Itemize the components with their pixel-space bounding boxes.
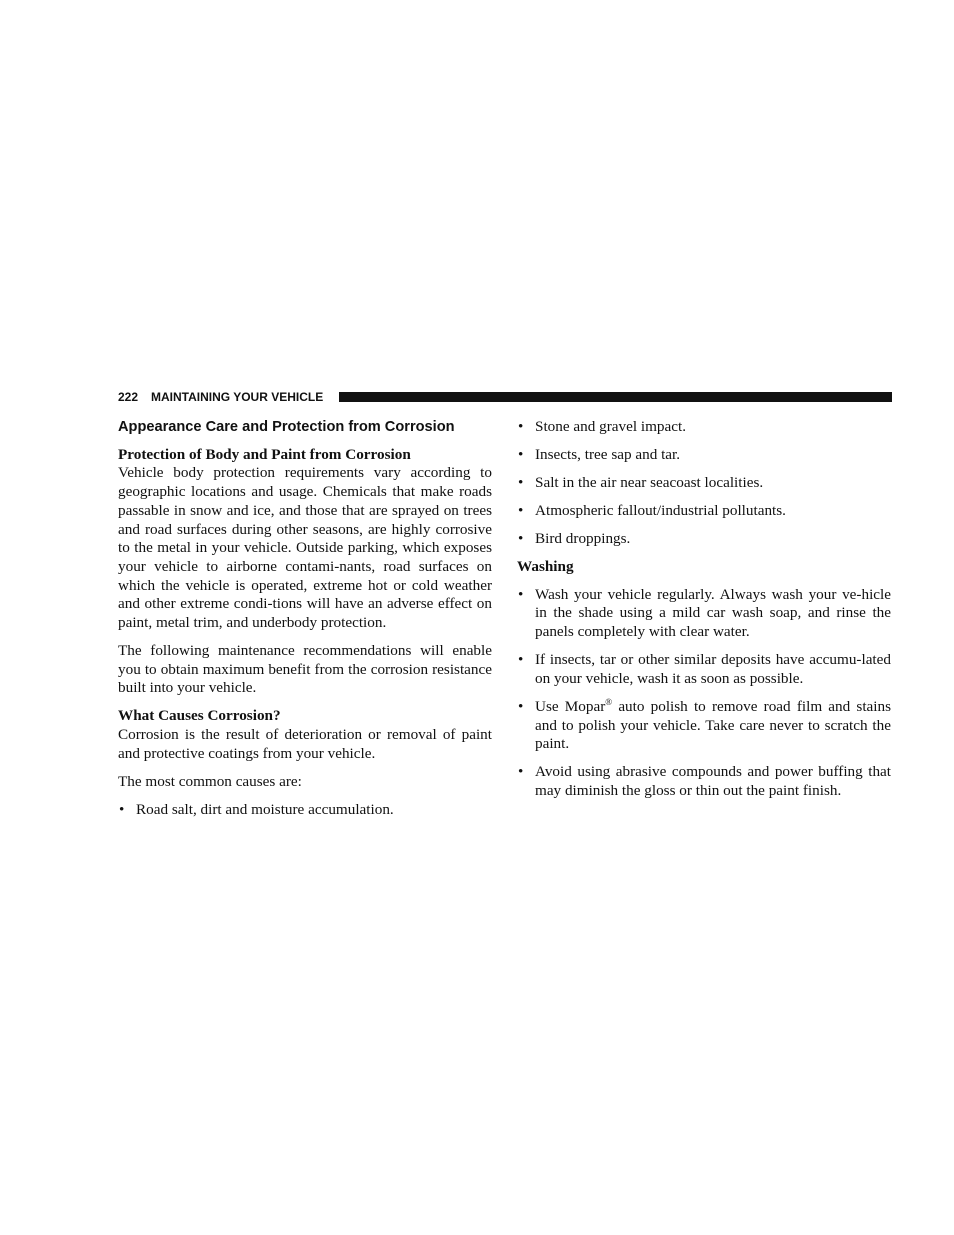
- causes-heading: What Causes Corrosion?: [118, 707, 281, 725]
- protection-paragraph: Vehicle body protection requirements vary according to geographic locations and usage. Chemicals that make roads passable in snow and ice, and those that are sprayed on trees and road surfaces during other seasons, are highly corrosive to the metal in your vehicle. Outside parking, which exposes your vehicle to airborne contami-nants, road surfaces on which the vehicle is operated, extreme hot or cold weather and other extreme condi-tions will have an adverse effect on paint, metal trim, and underbody protection.: [118, 464, 492, 632]
- list-item: • Salt in the air near seacoast localities.: [518, 474, 764, 491]
- common-causes-intro: The most common causes are:: [118, 772, 302, 790]
- list-item: • Stone and gravel impact.: [518, 418, 686, 435]
- bullet-icon: •: [518, 418, 524, 435]
- page-header: [118, 389, 892, 405]
- list-item: • Use Mopar® auto polish to remove road film and stains and to polish your vehicle. Take care never to scratch the paint.: [518, 696, 892, 753]
- washing-heading: Washing: [517, 558, 574, 575]
- list-item: • Avoid using abrasive compounds and power buffing that may diminish the gloss or thin out the paint finish.: [518, 763, 891, 799]
- section-title: MAINTAINING YOUR VEHICLE: [151, 390, 324, 404]
- bullet-icon: •: [518, 446, 524, 463]
- registered-mark: ®: [605, 696, 613, 707]
- main-heading: Appearance Care and Protection from Corrosion: [118, 419, 455, 435]
- right-column: [517, 418, 891, 810]
- bullet-icon: •: [518, 474, 524, 491]
- left-column: [118, 418, 492, 829]
- causes-list-continued: [517, 418, 891, 549]
- header-rule: [339, 392, 892, 402]
- bullet-icon: •: [518, 502, 524, 519]
- protection-heading: Protection of Body and Paint from Corrosion: [118, 445, 411, 463]
- maintenance-paragraph: The following maintenance recommendations will enable you to obtain maximum benefit from the corrosion resistance built into your vehicle.: [118, 642, 492, 697]
- washing-list: [517, 586, 891, 801]
- list-item: • Insects, tree sap and tar.: [518, 446, 681, 463]
- list-item: • Bird droppings.: [518, 530, 631, 547]
- page-number: 222: [118, 390, 139, 404]
- bullet-icon: •: [518, 530, 524, 547]
- list-item: • Road salt, dirt and moisture accumulation.: [119, 800, 394, 818]
- list-item: • Atmospheric fallout/industrial pollutants.: [518, 502, 786, 519]
- bullet-icon: •: [518, 651, 524, 669]
- bullet-icon: •: [518, 763, 524, 781]
- bullet-icon: •: [518, 585, 524, 603]
- causes-paragraph: Corrosion is the result of deterioration or removal of paint and protective coatings from your vehicle.: [118, 726, 492, 762]
- list-item: • If insects, tar or other similar deposits have accumu-lated on your vehicle, wash it as soon as possible.: [518, 651, 891, 687]
- bullet-icon: •: [119, 800, 125, 818]
- list-item: • Wash your vehicle regularly. Always wash your ve-hicle in the shade using a mild car wash soap, and rinse the panels completely with clear water.: [518, 585, 891, 641]
- bullet-icon: •: [518, 697, 524, 715]
- causes-list: [118, 801, 492, 820]
